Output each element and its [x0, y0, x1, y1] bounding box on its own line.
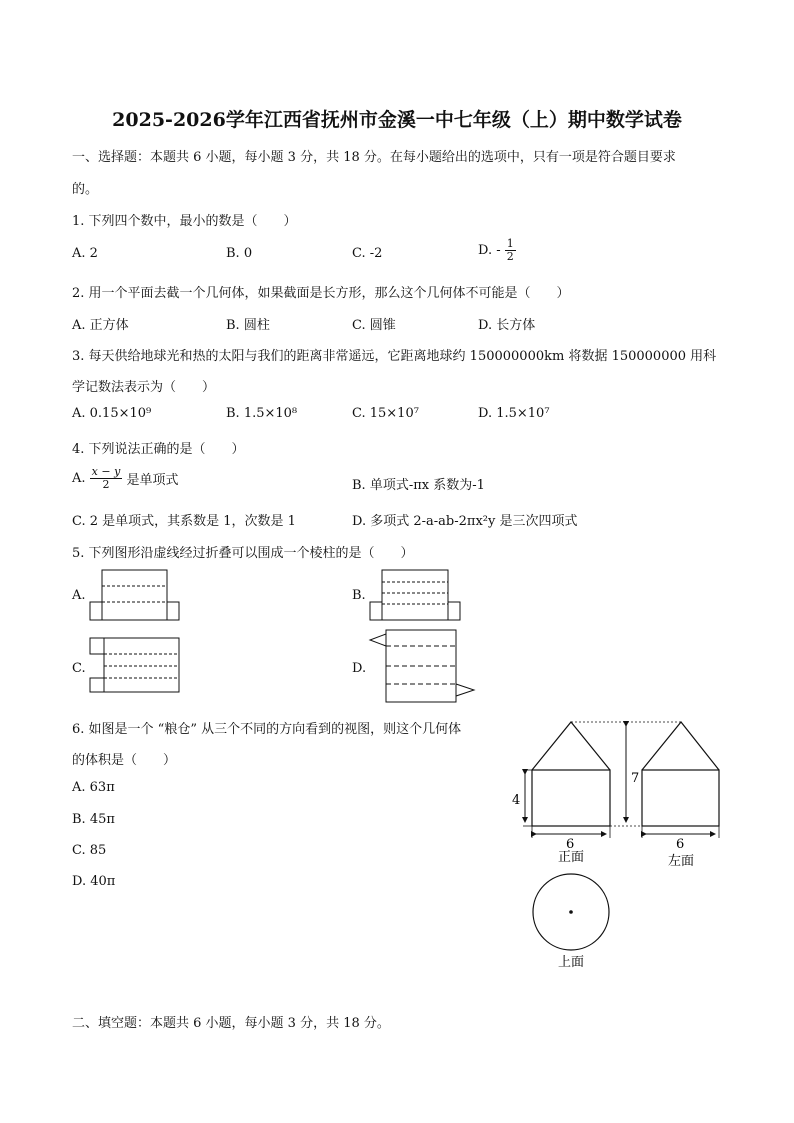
dim-width-front: 6	[566, 837, 575, 852]
q4-option-a	[72, 466, 178, 491]
fraction-numerator: 1	[506, 237, 514, 250]
q4-option-d: D. 多项式 2-a-ab-2πx²y 是三次四项式	[352, 514, 578, 529]
q5-option-d-net	[366, 626, 481, 704]
q3-option-a: A. 0.15×10⁹	[72, 406, 152, 421]
q5-stem: 5. 下列图形沿虚线经过折叠可以围成一个棱柱的是（ ）	[72, 546, 414, 561]
label-front-view: 正面	[558, 850, 585, 865]
q6-option-d: D. 40π	[72, 874, 116, 889]
q5-option-a-label: A.	[72, 588, 86, 603]
label-left-view: 左面	[668, 854, 695, 869]
q1-option-b: B. 0	[226, 246, 253, 261]
top-view	[533, 874, 609, 950]
q6-option-a: A. 63π	[72, 780, 115, 795]
q4-stem: 4. 下列说法正确的是（ ）	[72, 442, 245, 457]
q3-stem-cont: 学记数法表示为（ ）	[72, 380, 216, 395]
q5-option-a-net	[86, 566, 186, 624]
section2-heading: 二、填空题：本题共 6 小题，每小题 3 分，共 18 分。	[72, 1016, 390, 1031]
q5-option-d-label: D.	[352, 661, 367, 676]
q3-option-d: D. 1.5×10⁷	[478, 406, 550, 421]
q3-stem: 3. 每天供给地球光和热的太阳与我们的距离非常遥远，它距离地球约 150000000km 将数据 150000000 用科	[72, 349, 717, 364]
q4-option-a-prefix: A.	[72, 471, 86, 486]
q6-option-b: B. 45π	[72, 812, 115, 827]
q5-option-c-net	[86, 634, 186, 696]
label-top-view: 上面	[558, 955, 585, 970]
q1-stem: 1. 下列四个数中，最小的数是（ ）	[72, 214, 297, 229]
q3-option-b: B. 1.5×10⁸	[226, 406, 298, 421]
left-view	[642, 722, 719, 826]
section1-heading: 一、选择题：本题共 6 小题，每小题 3 分，共 18 分。在每小题给出的选项中，只有一项是符合题目要求	[72, 150, 676, 165]
q4-option-a-fraction	[90, 466, 123, 491]
q2-stem: 2. 用一个平面去截一个几何体，如果截面是长方形，那么这个几何体不可能是（ ）	[72, 286, 570, 301]
q1-option-d	[478, 238, 516, 263]
q2-option-b: B. 圆柱	[226, 318, 270, 333]
q2-option-c: C. 圆锥	[352, 318, 396, 333]
dim-height-total: 7	[631, 771, 640, 786]
q5-option-b-label: B.	[352, 588, 366, 603]
exam-title: 2025-2026学年江西省抚州市金溪一中七年级（上）期中数学试卷	[112, 109, 682, 131]
q4-option-b: B. 单项式-πx 系数为-1	[352, 478, 485, 493]
q4-option-c: C. 2 是单项式，其系数是 1，次数是 1	[72, 514, 296, 529]
q6-three-views-figure	[505, 716, 735, 974]
fraction-denominator: 2	[506, 250, 514, 263]
q1-option-c: C. -2	[352, 246, 383, 261]
q5-option-c-label: C.	[72, 661, 86, 676]
q3-option-c: C. 15×10⁷	[352, 406, 419, 421]
q6-stem: 6. 如图是一个 “粮仓” 从三个不同的方向看到的视图，则这个几何体	[72, 722, 462, 737]
dim-height-body: 4	[512, 793, 521, 808]
q4-option-a-suffix: 是单项式	[126, 473, 179, 488]
fraction-denominator: 2	[102, 478, 110, 491]
q1-option-d-prefix: D. -	[478, 243, 501, 258]
dim-width-left: 6	[676, 837, 685, 852]
fraction-numerator: x − y	[91, 465, 121, 478]
q1-option-d-fraction	[505, 238, 516, 263]
q6-option-c: C. 85	[72, 843, 107, 858]
q2-option-a: A. 正方体	[72, 318, 129, 333]
q5-option-b-net	[366, 566, 466, 624]
section1-heading-cont: 的。	[72, 182, 99, 197]
q1-option-a: A. 2	[72, 246, 98, 261]
front-view	[532, 722, 610, 826]
q6-stem-cont: 的体积是（ ）	[72, 753, 177, 768]
q2-option-d: D. 长方体	[478, 318, 536, 333]
